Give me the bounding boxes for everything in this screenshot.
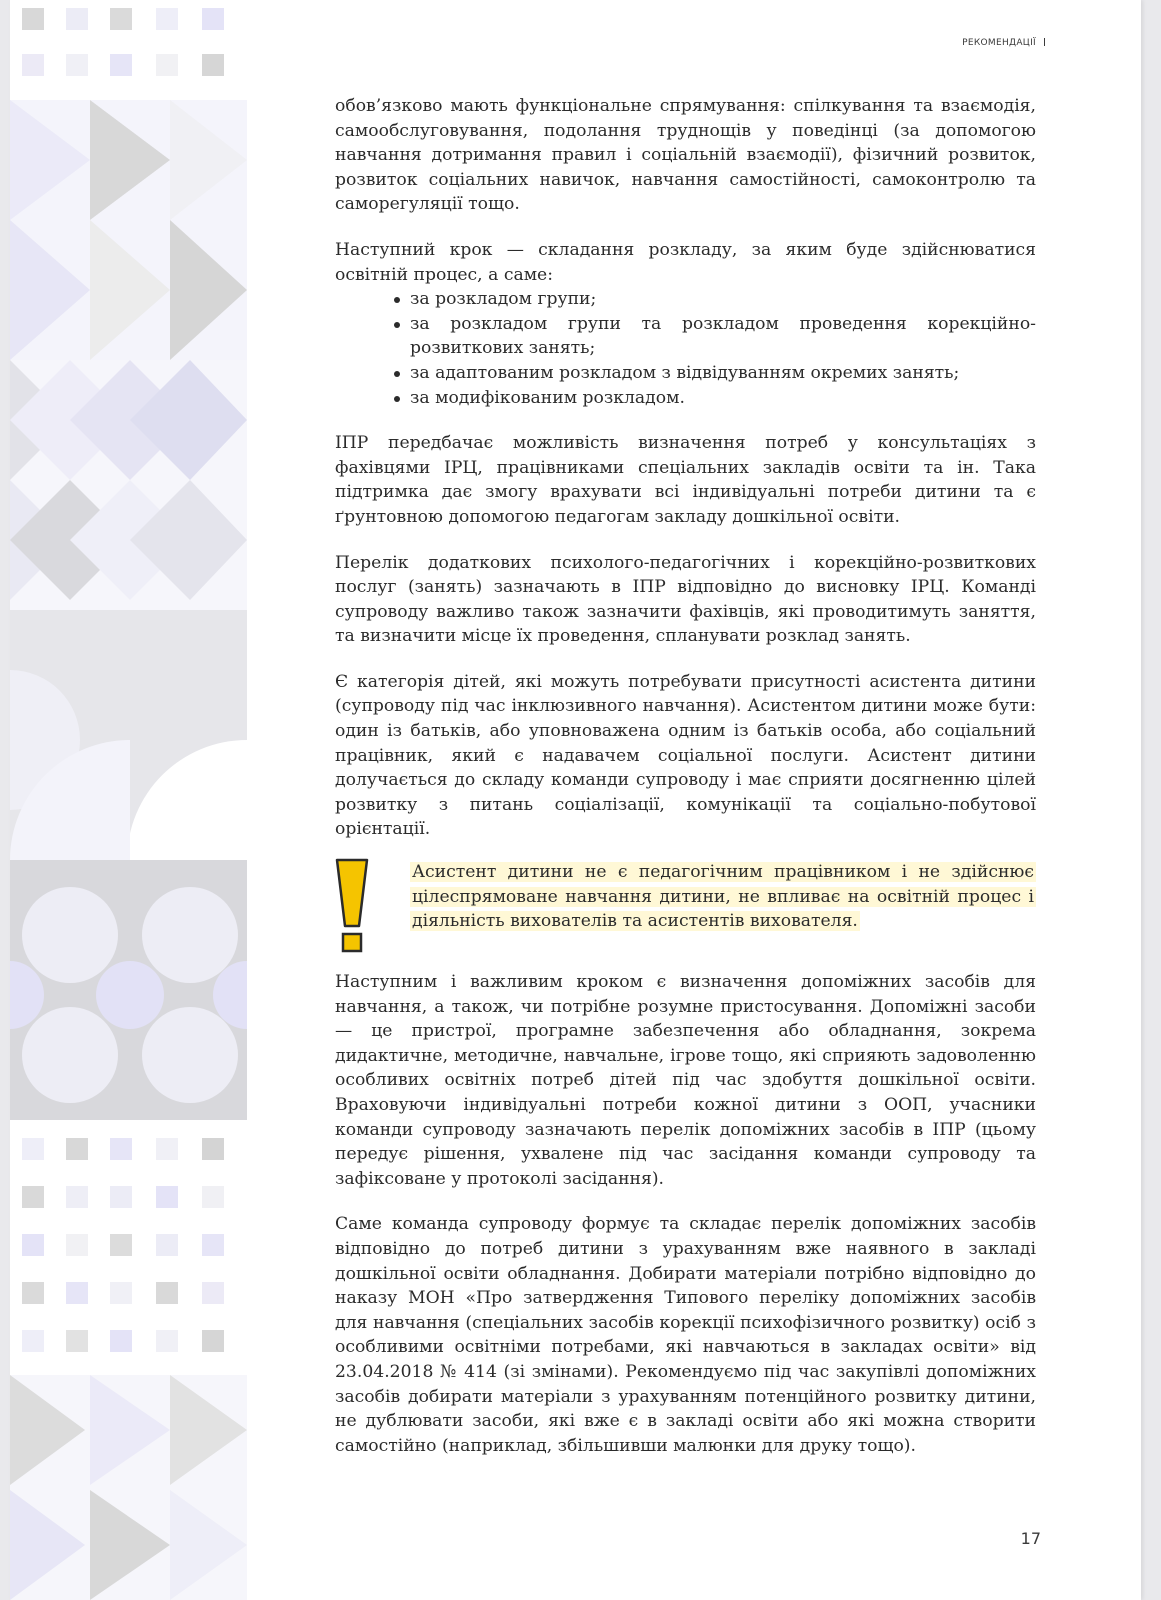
running-title: РЕКОМЕНДАЦІЇ	[962, 38, 1036, 48]
page-number: 17	[1020, 1529, 1041, 1548]
list-item: за адаптованим розкладом з відвідуванням окремих занять;	[410, 361, 1036, 386]
paragraph-3: ІПР передбачає можливість визначення потреб у консультаціях з фахівцями ІРЦ, працівниками спеціальних закладів освіти та ін. Така підтримка дає змогу врахувати всі індивідуальні потреби дитини та є ґрунтовною допомогою педагогам закладу дошкільної освіти.	[335, 433, 1036, 527]
list-item: за розкладом групи та розкладом проведення корекційно-розвиткових занять;	[410, 312, 1036, 361]
document-page	[10, 0, 1141, 1600]
callout-box	[335, 860, 1036, 952]
paragraph-5: Є категорія дітей, які можуть потребувати присутності асистента дитини (супроводу під час інклюзивного навчання). Асистентом дитини може бути: один із батьків, або уповноважена одним із батьків особа, або соціальний працівник, який є надавачем соціальної послуги. Асистент дитини долучається до складу команди супроводу і має сприяти досягненню цілей розвитку з питань соціалізації, комунікації та соціально-побутової орієнтації.	[335, 671, 1036, 840]
header-divider	[1044, 38, 1045, 46]
main-text	[335, 94, 1036, 1479]
paragraph-7: Саме команда супроводу формує та складає перелік допоміжних засобів відповідно до потреб дитини з урахуванням вже наявного в закладі дошкільної освіти обладнання. Добирати матеріали потрібно відповідно до наказу МОН «Про затвердження Типового переліку допоміжних засобів для навчання (спеціальних засобів корекції психофізичного розвитку) осіб з особливими освітніми потребами, які навчаються в закладах освіти» від 23.04.2018 № 414 (зі змінами). Рекомендуємо під час закупівлі допоміжних засобів добирати матеріали з урахуванням потенційного розвитку дитини, не дублювати засоби, які вже є в закладі освіти або які можна створити самостійно (наприклад, збільшивши малюнки для друку тощо).	[335, 1214, 1036, 1456]
exclamation-icon	[335, 858, 369, 954]
paragraph-2: Наступний крок — складання розкладу, за яким буде здійснюватися освітній процес, а саме:	[335, 239, 1036, 285]
list-item: за модифікованим розкладом.	[410, 386, 1036, 411]
paragraph-4: Перелік додаткових психолого-педагогічних і корекційно-розвиткових послуг (занять) зазначають в ІПР відповідно до висновку ІРЦ. Команді супроводу важливо також зазначити фахівців, які проводитимуть заняття, та визначити місце їх проведення, спланувати розклад занять.	[335, 552, 1036, 647]
paragraph-1: обов’язково мають функціональне спрямування: спілкування та взаємодія, самообслуговування, подолання труднощів у поведінці (за допомогою навчання дотримання правил і соціальній взаємодії), фізичний розвиток, розвиток соціальних навичок, навчання самостійності, самоконтролю та саморегуляції тощо.	[335, 96, 1036, 215]
list-item: за розкладом групи;	[410, 287, 1036, 312]
running-header	[962, 38, 1045, 48]
paragraph-6: Наступним і важливим кроком є визначення допоміжних засобів для навчання, а також, чи потрібне розумне пристосування. Допоміжні засоби — це пристрої, програмне забезпечення або обладнання, зокрема дидактичне, методичне, навчальне, ігрове тощо, які сприяють задоволенню особливих освітніх потреб дітей під час здобуття дошкільної освіти. Враховуючи індивідуальні потреби кожної дитини з ООП, учасники команди супроводу зазначають перелік допоміжних засобів в ІПР (цьому передує рішення, ухвалене під час засідання команди супроводу та зафіксоване у протоколі засідання).	[335, 972, 1036, 1189]
callout-text: Асистент дитини не є педагогічним працівником і не здійснює цілеспрямоване навчання дитини, не впливає на освітній процес і діяльність вихователів та асистентів вихователя.	[412, 862, 1034, 932]
decorative-pattern	[10, 0, 247, 1600]
schedule-list	[335, 287, 1036, 410]
